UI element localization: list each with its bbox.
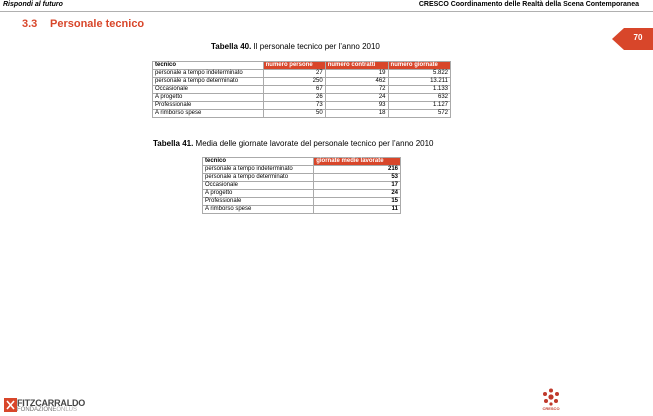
table-cell: A progetto <box>203 190 314 198</box>
table-cell: Professionale <box>203 198 314 206</box>
table40-caption-label: Tabella 40. <box>211 42 252 51</box>
column-header: tecnico <box>153 62 264 70</box>
table-row <box>203 198 401 206</box>
table-cell: 1.133 <box>388 86 450 94</box>
table-40 <box>152 61 451 118</box>
column-header: tecnico <box>203 158 314 166</box>
table-cell: Occasionale <box>153 86 264 94</box>
header-divider <box>0 11 653 12</box>
table-row <box>203 174 401 182</box>
table-row <box>153 94 451 102</box>
cresco-logo-text: CRESCO <box>542 406 560 411</box>
table-cell: 11 <box>314 206 401 214</box>
table-cell: Professionale <box>153 102 264 110</box>
fitzcarraldo-sub-2: ONLUS <box>56 407 78 413</box>
table40-caption <box>211 42 380 51</box>
table-41 <box>202 157 401 214</box>
table-row <box>203 190 401 198</box>
column-header: numero persone <box>263 62 325 70</box>
table-header-row <box>203 158 401 166</box>
table-cell: 1.127 <box>388 102 450 110</box>
table-cell: 632 <box>388 94 450 102</box>
table-cell: 53 <box>314 174 401 182</box>
table-cell: personale a tempo determinato <box>153 78 264 86</box>
table-cell: 17 <box>314 182 401 190</box>
table-row <box>153 102 451 110</box>
column-header: numero contratti <box>325 62 388 70</box>
table-row <box>153 86 451 94</box>
table-cell: personale a tempo indeterminato <box>153 70 264 78</box>
table-cell: Occasionale <box>203 182 314 190</box>
column-header: numero giornate <box>388 62 450 70</box>
page-number: 70 <box>633 33 643 42</box>
table-cell: 250 <box>263 78 325 86</box>
table-cell: 462 <box>325 78 388 86</box>
cresco-logo-icon <box>540 388 562 406</box>
table-cell: A progetto <box>153 94 264 102</box>
table-row <box>203 166 401 174</box>
table-cell: A rimborso spese <box>203 206 314 214</box>
table-cell: 27 <box>263 70 325 78</box>
table-cell: 26 <box>263 94 325 102</box>
section-title: Personale tecnico <box>50 18 145 30</box>
table-cell: 216 <box>314 166 401 174</box>
table-cell: 93 <box>325 102 388 110</box>
table-cell: 572 <box>388 110 450 118</box>
table-cell: 72 <box>325 86 388 94</box>
table-cell: 24 <box>314 190 401 198</box>
table-row <box>203 182 401 190</box>
table-cell: 13.211 <box>388 78 450 86</box>
table-header-row <box>153 62 451 70</box>
table-cell: 24 <box>325 94 388 102</box>
page-number-badge <box>612 28 653 50</box>
table-row <box>153 70 451 78</box>
table-cell: 15 <box>314 198 401 206</box>
table-cell: 5.822 <box>388 70 450 78</box>
table-cell: 50 <box>263 110 325 118</box>
table-row <box>153 110 451 118</box>
header-left-title: Rispondi al futuro <box>3 1 63 8</box>
table40-caption-text: Il personale tecnico per l’anno 2010 <box>251 42 380 51</box>
table-cell: 18 <box>325 110 388 118</box>
fitzcarraldo-sub-1: FONDAZIONE <box>17 407 57 413</box>
fitzcarraldo-logo-name: FITZCARRALDO <box>17 398 86 408</box>
header-right-title: CRESCO Coordinamento delle Realtà della Scena Contemporanea <box>418 1 639 8</box>
table-cell: personale a tempo determinato <box>203 174 314 182</box>
section-number: 3.3 <box>22 18 38 30</box>
table41-caption <box>153 139 434 148</box>
table-cell: 67 <box>263 86 325 94</box>
table-row <box>153 78 451 86</box>
table-row <box>203 206 401 214</box>
column-header: giornate medie lavorate <box>314 158 401 166</box>
fitzcarraldo-logo-subtitle <box>17 407 77 413</box>
section-heading <box>22 18 144 30</box>
table-cell: 73 <box>263 102 325 110</box>
fitzcarraldo-logo-icon <box>4 398 17 412</box>
table41-caption-label: Tabella 41. <box>153 139 194 148</box>
table-cell: personale a tempo indeterminato <box>203 166 314 174</box>
table-cell: 19 <box>325 70 388 78</box>
table-cell: A rimborso spese <box>153 110 264 118</box>
table41-caption-text: Media delle giornate lavorate del personale tecnico per l’anno 2010 <box>193 139 434 148</box>
